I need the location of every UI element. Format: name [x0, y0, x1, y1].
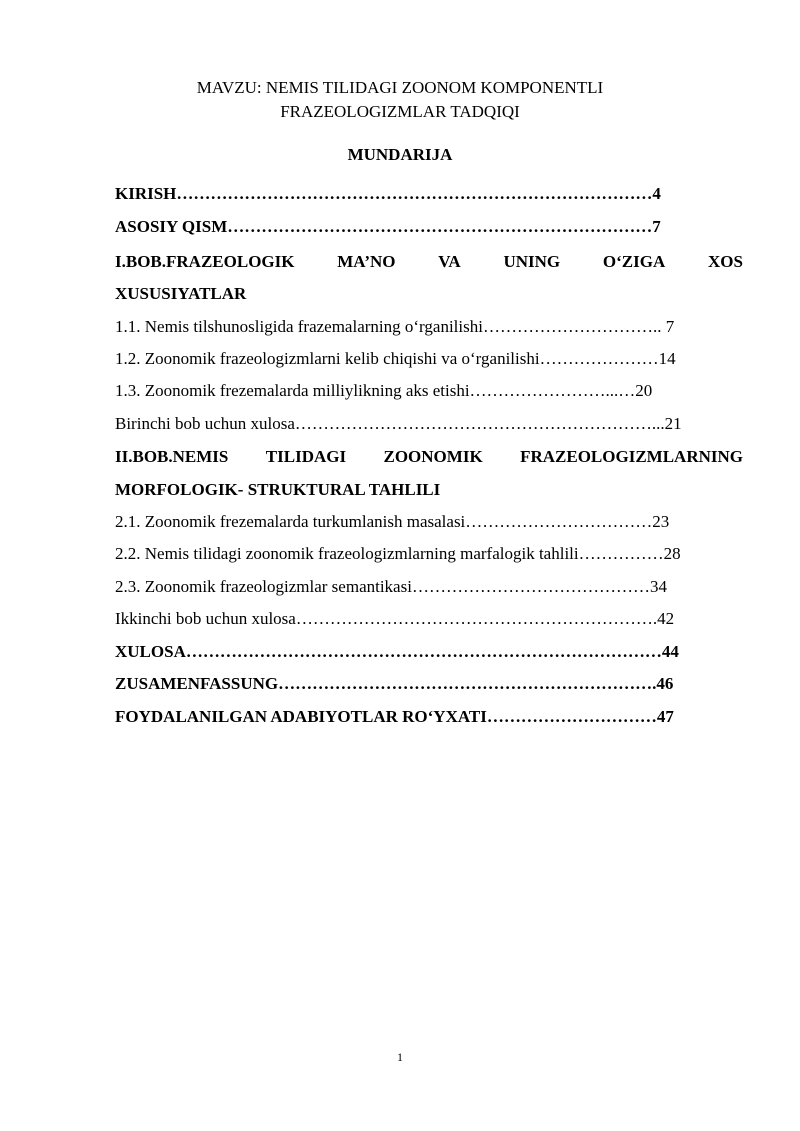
toc-entry-chapter-1-conclusion: Birinchi bob uchun xulosa………………………………………………………...21 [115, 414, 682, 433]
chapter-2-word: II.BOB.NEMIS [115, 447, 229, 466]
toc-entry-references: FOYDALANILGAN ADABIYOTLAR RO‘YXATI…………………………47 [115, 707, 674, 726]
toc-entry-kirish: KIRISH…………………………………………………………………………4 [115, 184, 661, 203]
toc-chapter-1-title-cont: XUSUSIYATLAR [115, 284, 247, 303]
chapter-1-word: MA’NO [337, 252, 396, 271]
chapter-1-word: XOS [708, 252, 743, 271]
toc-chapter-2-title-cont: MORFOLOGIK- STRUKTURAL TAHLILI [115, 480, 441, 499]
toc-entry-1-2: 1.2. Zoonomik frazeologizmlarni kelib chiqishi va o‘rganilishi…………………14 [115, 349, 676, 368]
chapter-2-word: TILIDAGI [265, 447, 347, 466]
chapter-1-word: VA [438, 252, 461, 271]
title-line-1: MAVZU: NEMIS TILIDAGI ZOONOM KOMPONENTLI [196, 78, 604, 97]
toc-chapter-1-title [115, 250, 743, 274]
toc-entry-xulosa: XULOSA…………………………………………………………………………44 [115, 642, 679, 661]
page-number: 1 [397, 1050, 403, 1064]
chapter-1-word: UNING [503, 252, 561, 271]
toc-entry-2-2: 2.2. Nemis tilidagi zoonomik frazeologizmlarning marfalogik tahlili……………28 [115, 544, 681, 563]
toc-entry-1-3: 1.3. Zoonomik frezemalarda milliylikning aks etishi……………………...…20 [115, 381, 653, 400]
toc-entry-2-3: 2.3. Zoonomik frazeologizmlar semantikasi……………………………………34 [115, 577, 667, 596]
toc-entry-1-1: 1.1. Nemis tilshunosligida frazemalarning o‘rganilishi………………………….. 7 [115, 317, 675, 336]
contents-heading: MUNDARIJA [347, 145, 453, 164]
toc-entry-zusammenfassung: ZUSAMENFASSUNG………………………………………………………….46 [115, 674, 674, 693]
toc-entry-2-1: 2.1. Zoonomik frezemalarda turkumlanish masalasi……………………………23 [115, 512, 670, 531]
toc-chapter-2-title [115, 445, 743, 469]
chapter-1-word: I.BOB.FRAZEOLOGIK [115, 252, 295, 271]
title-line-2: FRAZEOLOGIZMLAR TADQIQI [280, 102, 520, 121]
document-title [0, 76, 800, 124]
toc-entry-asosiy-qism: ASOSIY QISM…………………………………………………………………7 [115, 217, 661, 236]
toc-entry-chapter-2-conclusion: Ikkinchi bob uchun xulosa……………………………………………………….42 [115, 609, 675, 628]
chapter-2-word: ZOONOMIK [383, 447, 483, 466]
chapter-2-word: FRAZEOLOGIZMLARNING [520, 447, 743, 466]
chapter-1-word: O‘ZIGA [602, 252, 666, 271]
